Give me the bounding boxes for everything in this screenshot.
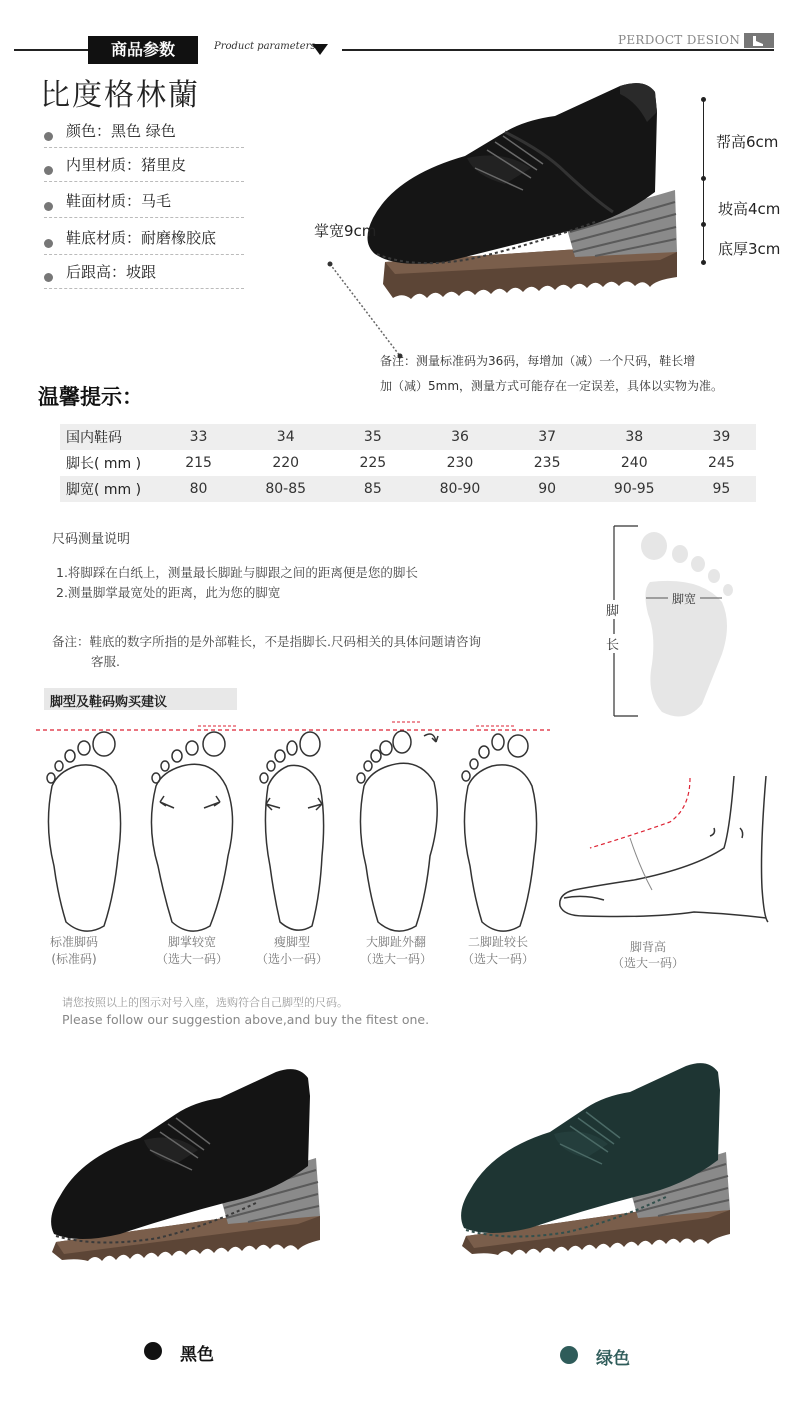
table-cell: 85 [338, 476, 407, 502]
table-cell: 80 [164, 476, 233, 502]
table-row [60, 424, 756, 450]
table-cell: 90-95 [582, 476, 687, 502]
foot-type-name: 脚背高 [629, 940, 666, 954]
row-label: 国内鞋码 [60, 424, 164, 450]
color-label-black: 黑色 [180, 1345, 214, 1365]
bullet-icon [44, 239, 53, 248]
measure-remark: 客服. [91, 654, 120, 669]
table-cell: 240 [620, 455, 648, 471]
section-subtitle: Product parameters [214, 41, 316, 52]
color-swatch-black [144, 1342, 162, 1360]
foot-type-tip: (标准码) [51, 952, 97, 966]
table-cell: 38 [582, 424, 687, 450]
table-cell: 90 [513, 476, 582, 502]
spec-text: 内里材质：猪里皮 [66, 156, 187, 174]
header-rule-right [342, 49, 774, 51]
measure-dot [701, 97, 706, 102]
table-cell: 245 [708, 455, 735, 471]
spec-row [44, 118, 244, 148]
table-cell: 95 [687, 476, 756, 502]
foot-types-illustration [30, 718, 770, 940]
size-note-line: 备注：测量标准码为36码，每增加（减）一个尺码，鞋长增 [380, 354, 696, 368]
foot-type-tip: （选大一码） [461, 952, 534, 966]
palm-width-label: 掌宽9cm [314, 222, 377, 240]
table-cell: 33 [164, 424, 233, 450]
wedge-height-label: 坡高4cm [718, 200, 781, 218]
table-cell: 34 [233, 424, 338, 450]
height-measure-line [703, 99, 704, 264]
table-cell: 220 [272, 455, 300, 471]
foot-type-name: 标准脚码 [49, 935, 98, 949]
header-right-text: PERDOCT DESION [618, 33, 741, 47]
measure-dot [701, 176, 706, 181]
size-note-line: 加（减）5mm，测量方式可能存在一定误差，具体以实物为准。 [380, 379, 724, 393]
table-row [60, 476, 756, 502]
foot-type-name: 二脚趾较长 [467, 935, 528, 949]
measure-dot [701, 260, 706, 265]
bullet-icon [44, 166, 53, 175]
advice-hint-en: Please follow our suggestion above,and buy the fitest one. [62, 1012, 430, 1027]
spec-row [44, 259, 244, 289]
foot-type-tip: （选大一码） [611, 956, 684, 970]
table-cell: 230 [446, 455, 474, 471]
table-row [60, 450, 756, 476]
foot-length-label: 脚 [606, 600, 619, 619]
measure-remark: 备注：鞋底的数字所指的是外部鞋长，不是指脚长.尺码相关的具体问题请咨询 [52, 634, 481, 649]
row-label: 脚长( mm ) [66, 456, 142, 472]
measure-dot [701, 222, 706, 227]
sole-thickness-label: 底厚3cm [718, 240, 781, 258]
foot-length-label: 长 [606, 634, 619, 653]
spec-text: 鞋底材质：耐磨橡胶底 [66, 229, 217, 247]
foot-measure-diagram [610, 524, 750, 720]
table-cell: 235 [533, 455, 561, 471]
triangle-down-icon [312, 44, 328, 55]
table-cell: 80-90 [407, 476, 512, 502]
black-shoe-image [48, 1058, 338, 1278]
header-rule-left [14, 49, 88, 51]
bullet-icon [44, 202, 53, 211]
color-swatch-green [560, 1346, 578, 1364]
spec-text: 后跟高：坡跟 [66, 263, 157, 281]
shoe-icon [744, 33, 774, 48]
foot-type-tip: （选小一码） [255, 952, 328, 966]
row-label: 脚宽( mm ) [60, 476, 164, 502]
foot-width-label: 脚宽 [672, 592, 697, 606]
foot-type-tip: （选大一码） [359, 952, 432, 966]
spec-text: 鞋面材质：马毛 [66, 192, 172, 210]
size-table [60, 424, 756, 502]
bullet-icon [44, 273, 53, 282]
spec-row [44, 152, 244, 182]
foot-type-tip: （选大一码） [155, 952, 228, 966]
advice-title: 脚型及鞋码购买建议 [50, 695, 168, 710]
table-cell: 36 [407, 424, 512, 450]
brand-name: 比度格林蘭 [40, 78, 200, 113]
color-label-green: 绿色 [596, 1349, 630, 1369]
table-cell: 225 [359, 455, 387, 471]
foot-type-name: 大脚趾外翻 [365, 935, 426, 949]
table-cell: 215 [185, 455, 212, 471]
spec-row [44, 225, 244, 255]
measure-title: 尺码测量说明 [52, 532, 131, 547]
section-title: 商品参数 [88, 36, 198, 64]
tips-title: 温馨提示： [38, 385, 143, 409]
foot-type-name: 脚掌较宽 [167, 935, 216, 949]
measure-step: 2.测量脚掌最宽处的距离，此为您的脚宽 [56, 585, 281, 600]
measure-step: 1.将脚踩在白纸上，测量最长脚趾与脚跟之间的距离便是您的脚长 [56, 565, 418, 580]
table-cell: 37 [513, 424, 582, 450]
table-cell: 39 [687, 424, 756, 450]
bullet-icon [44, 132, 53, 141]
table-cell: 80-85 [233, 476, 338, 502]
advice-hint-cn: 请您按照以上的图示对号入座，选购符合自己脚型的尺码。 [62, 996, 348, 1009]
spec-text: 颜色：黑色 绿色 [66, 122, 176, 140]
foot-type-name: 瘦脚型 [273, 935, 310, 949]
table-cell: 35 [338, 424, 407, 450]
upper-height-label: 帮高6cm [716, 133, 779, 151]
spec-row [44, 188, 244, 218]
green-shoe-image [458, 1052, 748, 1272]
